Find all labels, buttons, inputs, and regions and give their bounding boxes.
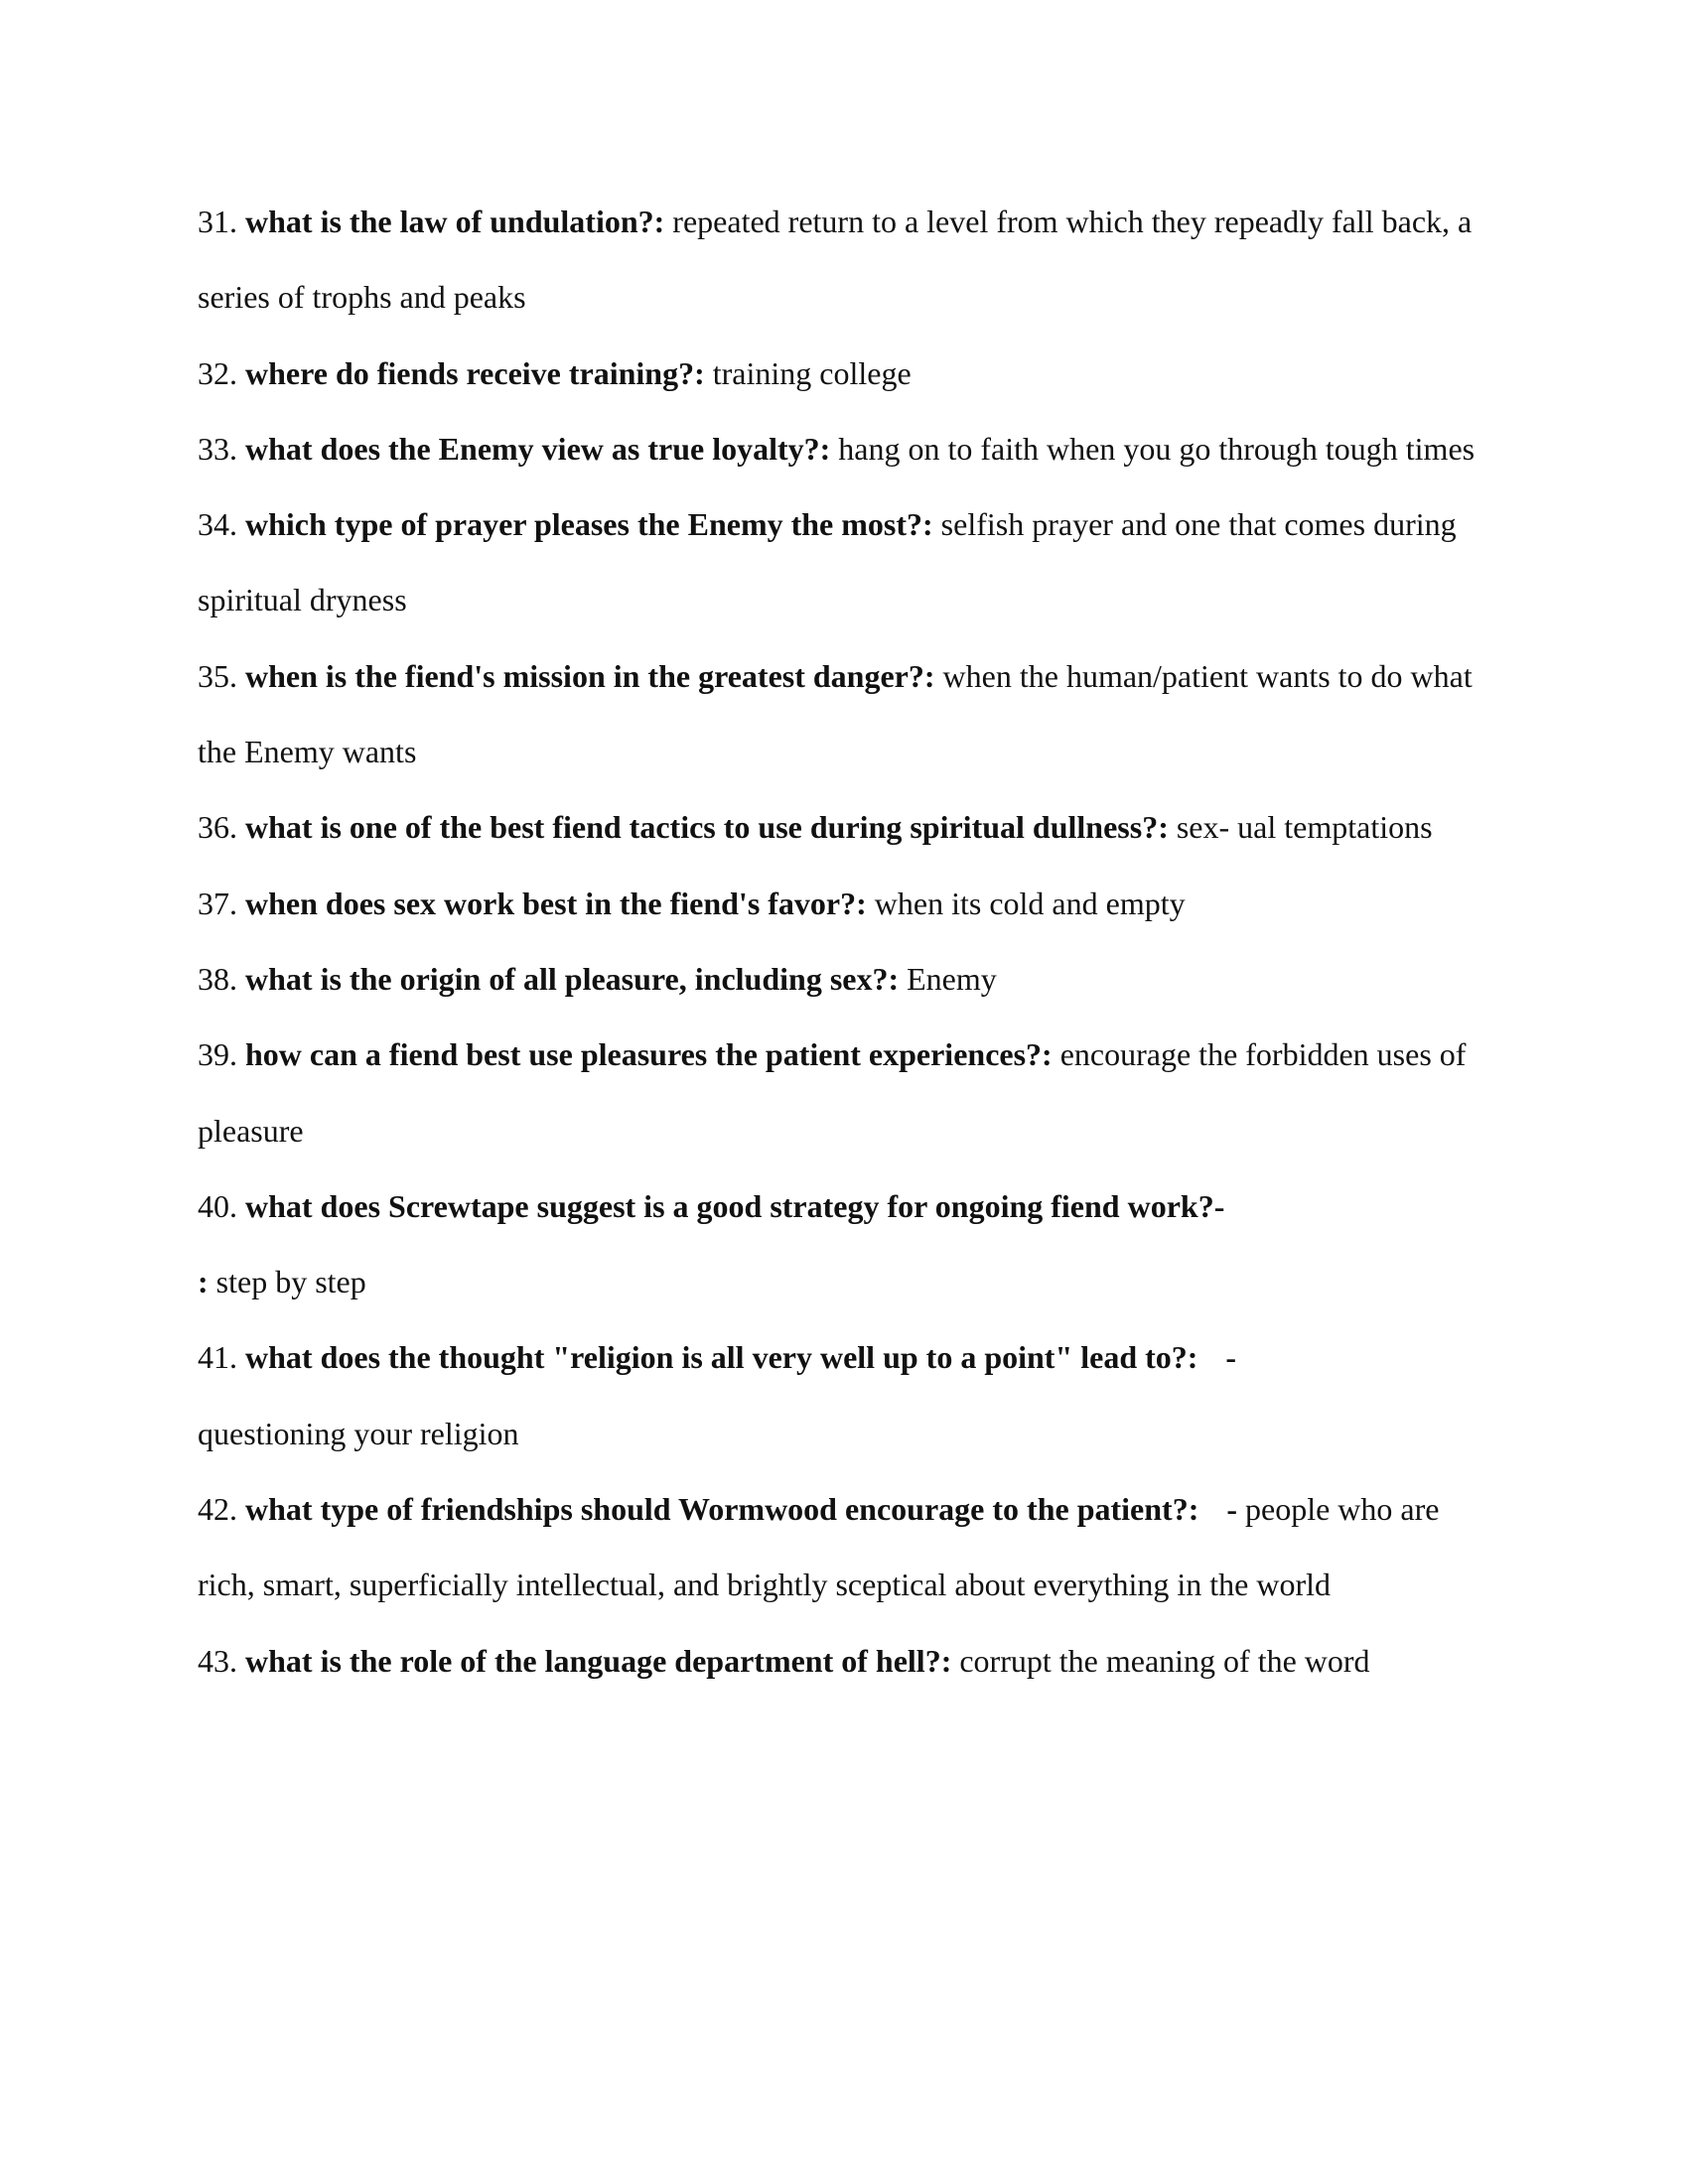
item-number: 37. (198, 885, 237, 921)
qa-item-40 (198, 1168, 1488, 1320)
item-number: 38. (198, 960, 237, 997)
separator-dash: - (1225, 1339, 1237, 1376)
question-text: what does the Enemy view as true loyalty?: (245, 430, 831, 467)
question-text: what is the law of undulation?: (245, 204, 665, 239)
answer-text: people who are rich, smart, superficially intellectual, and brightly sceptical about everything in the world (198, 1491, 1440, 1603)
question-text: where do fiends receive training?: (245, 354, 705, 391)
item-number: 31. (198, 204, 237, 239)
answer-text: sex- ual temptations (1176, 809, 1433, 846)
qa-item-36 (198, 789, 1488, 865)
question-text: what is the role of the language department of hell?: (245, 1642, 952, 1679)
answer-text: hang on to faith when you go through tough times (838, 430, 1476, 467)
question-text: which type of prayer pleases the Enemy the most?: (245, 506, 933, 543)
qa-item-42 (198, 1471, 1488, 1623)
qa-item-37 (198, 866, 1488, 941)
question-text: what does the thought "religion is all very well up to a point" lead to?: (245, 1339, 1198, 1376)
answer-text: training college (712, 354, 912, 391)
qa-item-39 (198, 1017, 1488, 1168)
item-number: 42. (198, 1491, 237, 1528)
question-text: what is one of the best fiend tactics to use during spiritual dullness?: (245, 809, 1169, 846)
separator-dash: - (1226, 1491, 1237, 1528)
qa-item-35 (198, 638, 1488, 790)
item-number: 40. (198, 1187, 237, 1224)
item-number: 34. (198, 506, 237, 543)
item-number: 41. (198, 1339, 237, 1376)
answer-text: Enemy (907, 960, 997, 997)
item-number: 32. (198, 354, 237, 391)
item-number: 39. (198, 1036, 237, 1073)
qa-item-31 (198, 184, 1488, 336)
question-text: what does Screwtape suggest is a good strategy for ongoing fiend work?- (245, 1187, 1225, 1224)
question-text: how can a fiend best use pleasures the patient experiences?: (245, 1036, 1053, 1073)
answer-text: selfish prayer and one that comes during spiritual dryness (198, 506, 1457, 618)
item-number: 33. (198, 430, 237, 467)
qa-item-32 (198, 336, 1488, 411)
qa-item-43 (198, 1623, 1488, 1699)
qa-item-38 (198, 941, 1488, 1017)
qa-list (198, 184, 1488, 1699)
question-text: what type of friendships should Wormwood encourage to the patient?: (245, 1491, 1199, 1528)
answer-text: when the human/patient wants to do what the Enemy wants (198, 657, 1473, 770)
answer-text: repeated return to a level from which they repeadly fall back, a series of trophs and peaks (198, 204, 1473, 316)
answer-text: questioning your religion (198, 1415, 519, 1451)
answer-text: when its cold and empty (874, 885, 1186, 921)
item-number: 43. (198, 1642, 237, 1679)
answer-text: corrupt the meaning of the word (959, 1642, 1370, 1679)
question-text: what is the origin of all pleasure, including sex?: (245, 960, 900, 997)
answer-text: encourage the forbidden uses of pleasure (198, 1036, 1467, 1149)
question-text: when is the fiend's mission in the greatest danger?: (245, 657, 935, 694)
qa-item-34 (198, 486, 1488, 638)
qa-item-41 (198, 1319, 1488, 1471)
question-text: when does sex work best in the fiend's favor?: (245, 885, 867, 921)
answer-text: step by step (215, 1264, 366, 1300)
separator-colon: : (198, 1264, 209, 1300)
item-number: 36. (198, 809, 237, 846)
item-number: 35. (198, 657, 237, 694)
qa-item-33 (198, 411, 1488, 486)
